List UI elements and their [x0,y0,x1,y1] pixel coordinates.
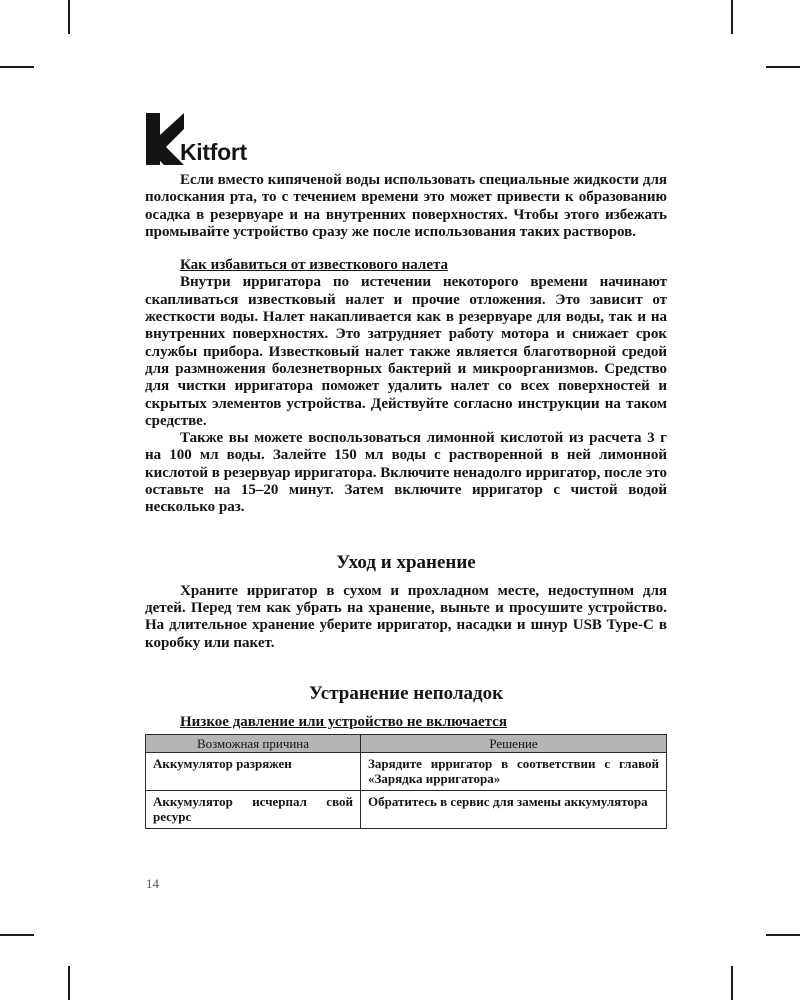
crop-mark-bottom-left [68,966,70,1000]
troubleshooting-table [145,734,667,829]
table-row [146,753,667,791]
table-header-row [146,735,667,753]
crop-mark-left-upper [0,66,34,68]
limescale-paragraph-1: Внутри ирригатора по истечении некоторого времени начинают скапливаться известковый налет и прочие отложения. Это зависит от жесткости воды. Налет накапливается как в резервуаре для воды, так и на внутренних поверхностях. Это затрудняет работу мотора и снижает срок службы прибора. Известковый налет также является благотворной средой для размножения болезнетворных бактерий и микроорганизмов. Средство для чистки ирригатора поможет удалить налет со всех поверхностей и скрытых элементов устройства. Действуйте согласно инструкции на таком средстве. [145,274,667,429]
crop-mark-bottom-right [731,966,733,1000]
care-paragraph: Храните ирригатор в сухом и прохладном месте, недоступном для детей. Перед тем как убрать на хранение, выньте и просушите устройство. На длительное хранение уберите ирригатор, насадки и шнур USB Type-C в коробку или пакет. [145,582,667,651]
care-section-title: Уход и хранение [336,551,476,573]
limescale-paragraph-2: Также вы можете воспользоваться лимонной кислотой из расчета 3 г на 100 мл воды. Залейте 150 мл воды с растворенной в ней лимонной кислотой в резервуар ирригатора. Включите ненадолго ирригатор, после это оставьте на 15–20 минут. Затем включите ирригатор с чистой водой несколько раз. [145,430,667,516]
limescale-heading: Как избавиться от известкового налета [180,257,449,274]
crop-mark-right-upper [766,66,800,68]
brand-logo [146,113,276,165]
page-number: 14 [146,876,159,891]
crop-mark-top-right [731,0,733,34]
troubleshooting-section-title: Устранение неполадок [308,682,504,704]
brand-name: Kitfort [180,139,247,165]
cause-cell: Аккумулятор разряжен [146,753,361,791]
cause-cell: Аккумулятор исчерпал свой ресурс [146,791,361,829]
crop-mark-top-left [68,0,70,34]
solution-cell: Зарядите ирригатор в соответствии с главой «Зарядка ирригатора» [361,753,667,791]
crop-mark-left-lower [0,934,34,936]
header-solution: Решение [361,735,667,753]
header-cause: Возможная причина [146,735,361,753]
troubleshooting-table-title: Низкое давление или устройство не включается [180,713,507,730]
crop-mark-right-lower [766,934,800,936]
page-content [145,172,667,829]
intro-paragraph: Если вместо кипяченой воды использовать специальные жидкости для полоскания рта, то с течением времени это может привести к образованию осадка в резервуаре и на внутренних поверхностях. Чтобы этого избежать промывайте устройство сразу же после использования таких растворов. [145,172,667,240]
solution-cell: Обратитесь в сервис для замены аккумулятора [361,791,667,829]
table-row [146,791,667,829]
